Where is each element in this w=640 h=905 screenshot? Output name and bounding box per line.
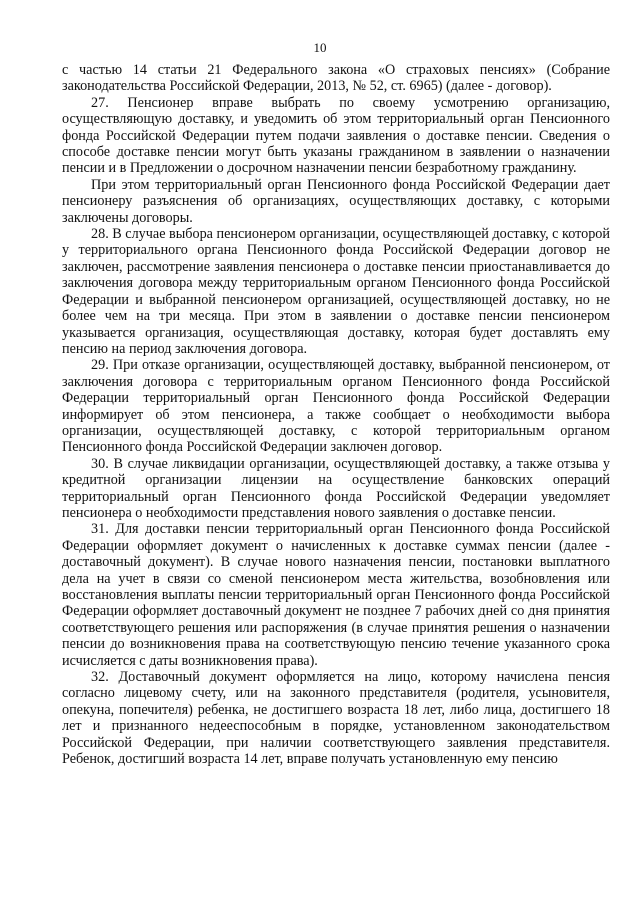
paragraph-31: 31. Для доставки пенсии территориальный орган Пенсионного фонда Российской Федерации оформляет документ о начисленных к доставке суммах пенсии (далее - доставочный документ). В случае нового назначения пенсии, постановки выплатного дела на учет в связи со сменой пенсионером места жительства, возобновления или восстановления выплаты пенсии территориальный орган Пенсионного фонда Российской Федерации оформляет доставочный документ не позднее 7 рабочих дней со дня принятия соответствующего решения или распоряжения (в случае принятия решения о назначении пенсии до возникновения права на соответствующую пенсию течение указанного срока исчисляется с даты возникновения права).	[62, 521, 610, 669]
paragraph-32: 32. Доставочный документ оформляется на лицо, которому начислена пенсия согласно лицевому счету, или на законного представителя (родителя, усыновителя, опекуна, попечителя) ребенка, не достигшего возраста 18 лет, либо лица, достигшего 18 лет и признанного недееспособным в порядке, установленном законодательством Российской Федерации, при наличии соответствующего заявления представителя. Ребенок, достигший возраста 14 лет, вправе получать установленную ему пенсию	[62, 669, 610, 768]
paragraph-27-note: При этом территориальный орган Пенсионного фонда Российской Федерации дает пенсионеру разъяснения об организациях, осуществляющих доставку, с которыми заключены договоры.	[62, 176, 610, 226]
paragraph-continuation: с частью 14 статьи 21 Федерального закона «О страховых пенсиях» (Собрание законодательства Российской Федерации, 2013, № 52, ст. 6965) (далее - договор).	[62, 62, 610, 95]
page-number: 10	[313, 40, 327, 55]
paragraph-30: 30. В случае ликвидации организации, осуществляющей доставку, а также отзыва у кредитной организации лицензии на осуществление банковских операций территориальный орган Пенсионного фонда Российской Федерации уведомляет пенсионера о необходимости представления нового заявления о доставке пенсии.	[62, 455, 610, 521]
paragraph-28: 28. В случае выбора пенсионером организации, осуществляющей доставку, с которой у территориального органа Пенсионного фонда Российской Федерации договор не заключен, рассмотрение заявления пенсионера о доставке пенсии приостанавливается до заключения договора между территориальным органом Пенсионного фонда Российской Федерации и выбранной пенсионером организацией, осуществляющей доставку, но не более чем на три месяца. При этом в заявлении о доставке пенсии пенсионером указывается организация, осуществляющая доставку, которая будет доставлять ему пенсию на период заключения договора.	[62, 226, 610, 357]
paragraph-27: 27. Пенсионер вправе выбрать по своему усмотрению организацию, осуществляющую доставку, и уведомить об этом территориальный орган Пенсионного фонда Российской Федерации путем подачи заявления о доставке пенсии. Сведения о способе доставке пенсии могут быть указаны гражданином в заявлении о назначении пенсии и в Предложении о досрочном назначении пенсии безработному гражданину.	[62, 94, 610, 177]
paragraph-29: 29. При отказе организации, осуществляющей доставку, выбранной пенсионером, от заключения договора с территориальным органом Пенсионного фонда Российской Федерации территориальный орган Пенсионного фонда Российской Федерации информирует об этом пенсионера, а также сообщает о необходимости выбора организации, осуществляющей доставку, с которой территориальным органом Пенсионного фонда Российской Федерации заключен договор.	[62, 357, 610, 456]
document-body	[62, 62, 610, 767]
